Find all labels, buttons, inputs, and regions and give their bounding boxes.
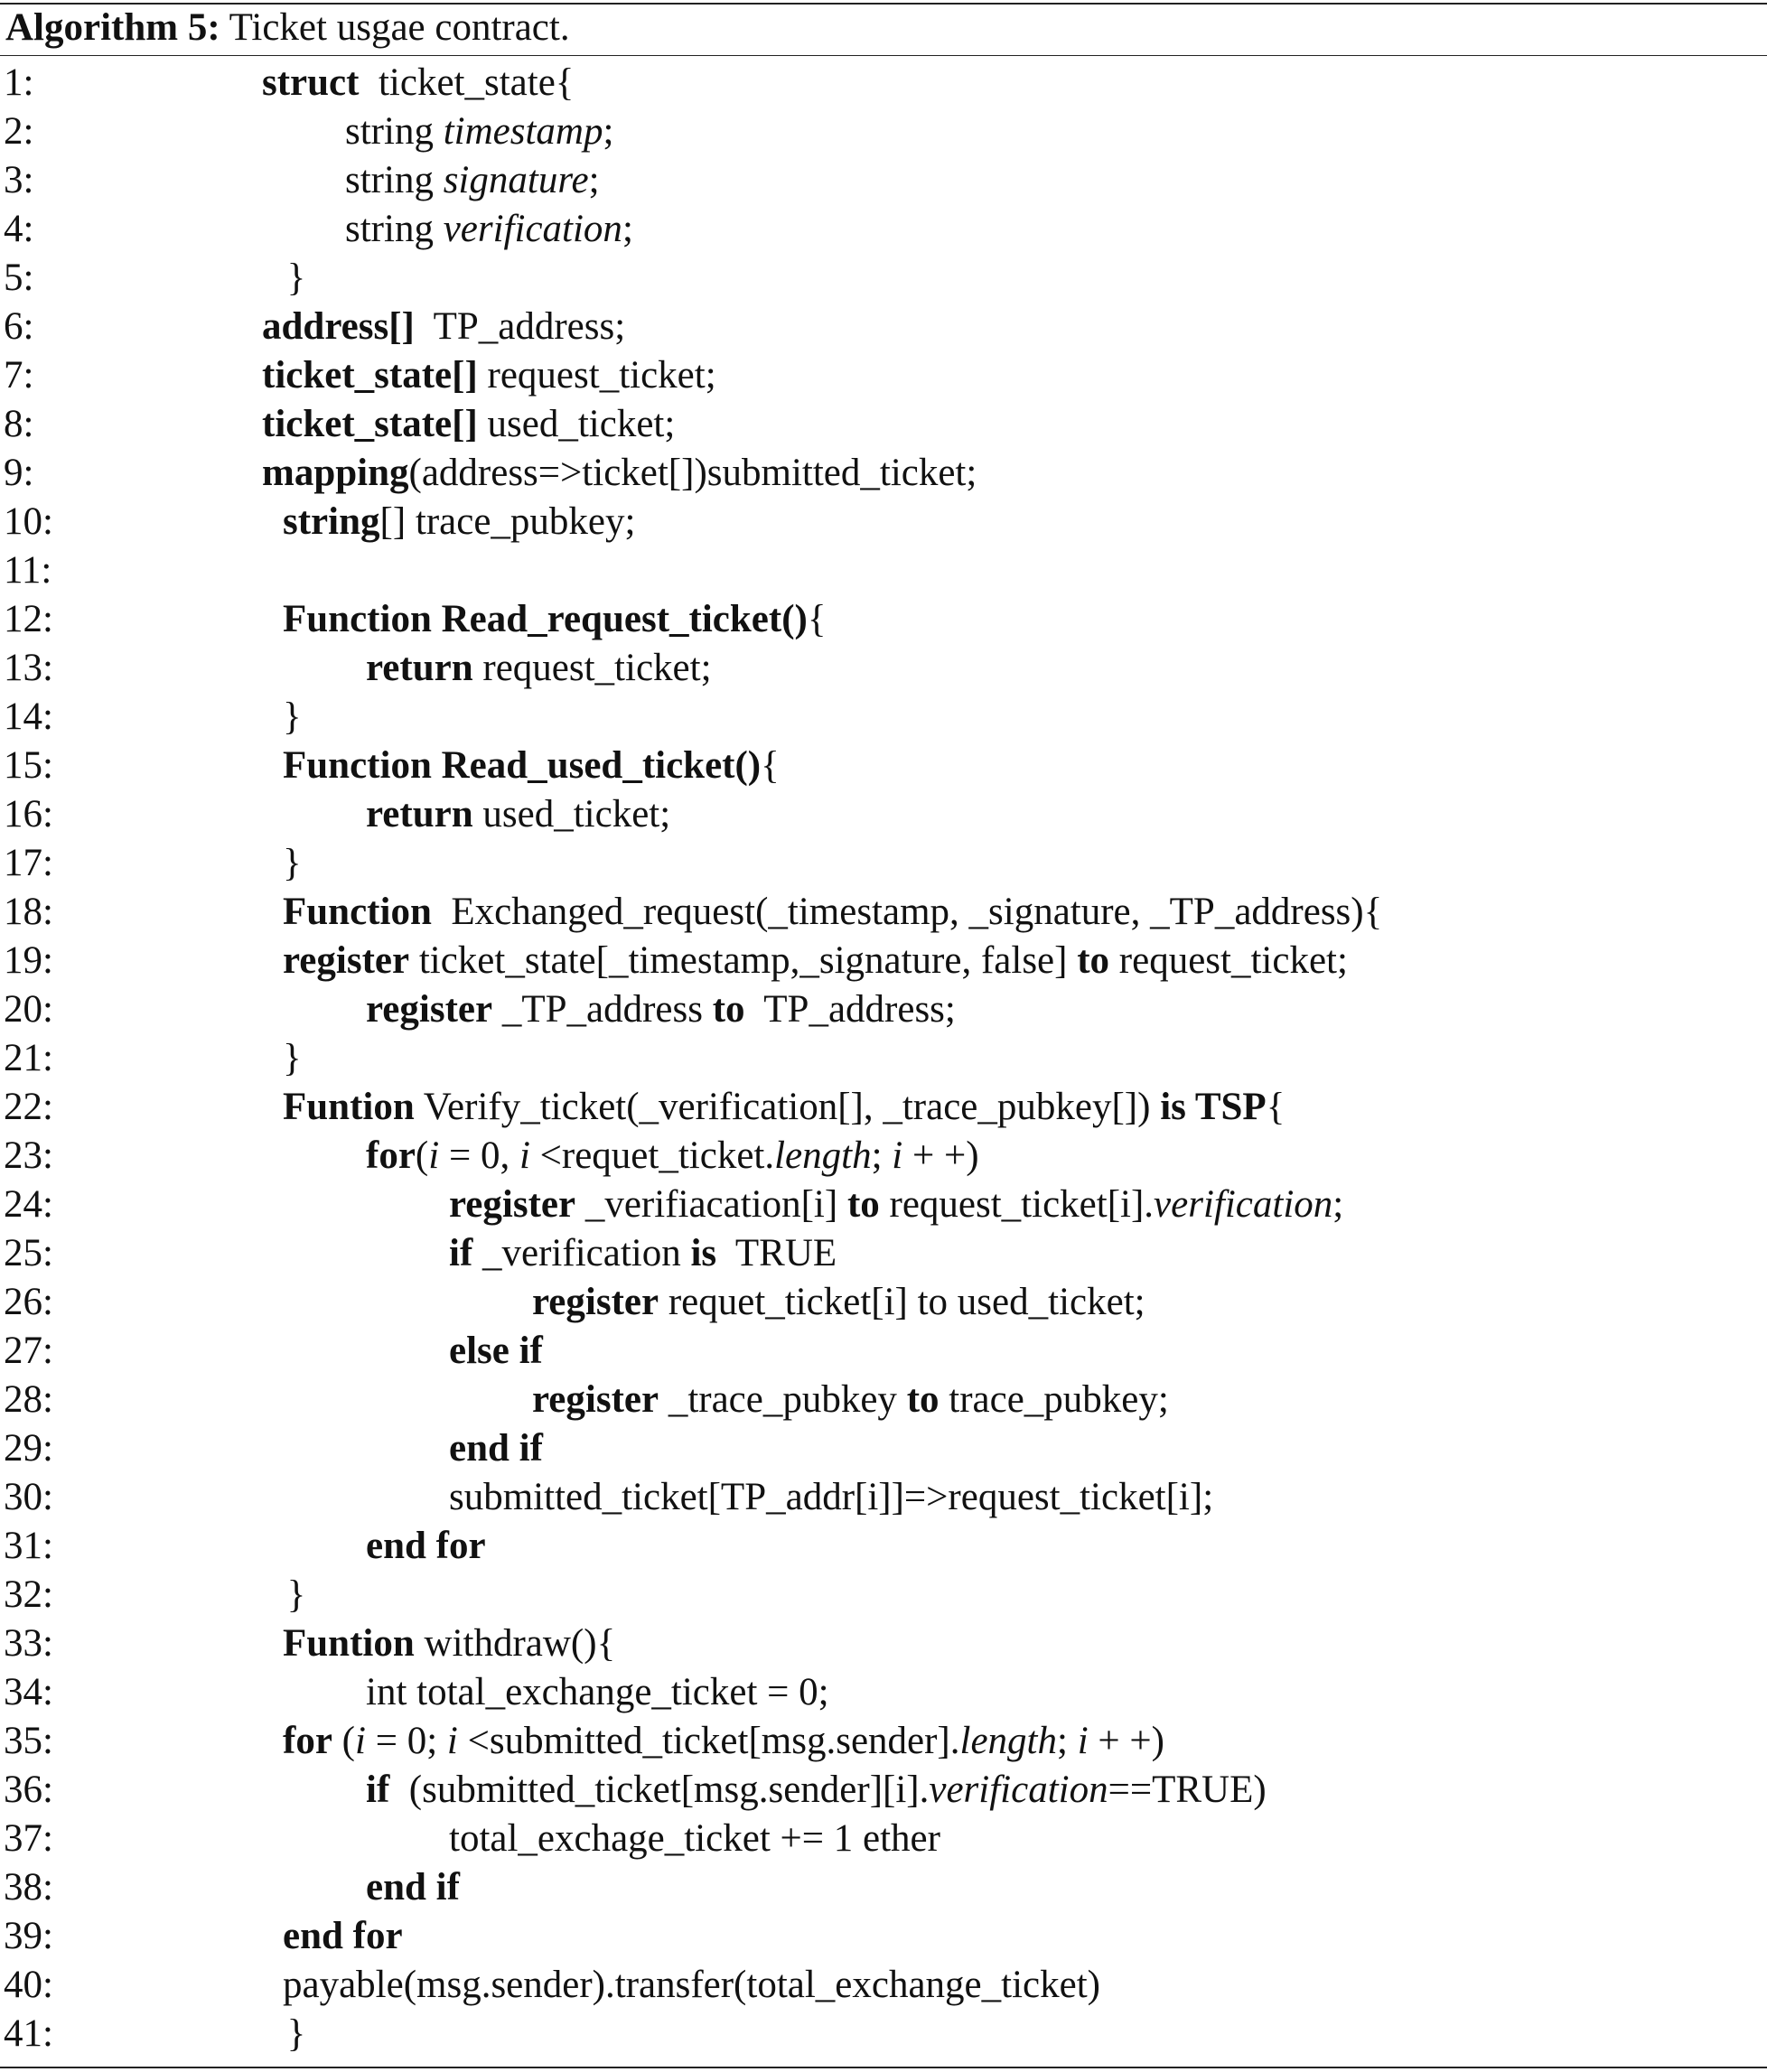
code-text: TP_address; <box>744 988 956 1031</box>
code-text: } <box>286 2012 306 2055</box>
line-number: 31: <box>4 1525 53 1567</box>
line-number: 5: <box>4 257 34 299</box>
code-text: } <box>283 1037 302 1079</box>
math-variable: i <box>892 1134 903 1177</box>
line-number: 17: <box>4 842 53 884</box>
algorithm-line <box>0 644 1767 693</box>
algorithm-line <box>0 839 1767 888</box>
code-text: [] trace_pubkey; <box>379 500 636 543</box>
math-variable: timestamp <box>443 110 603 153</box>
line-number: 9: <box>4 452 34 494</box>
keyword: to <box>846 1183 880 1226</box>
keyword: register <box>449 1183 576 1226</box>
math-variable: i <box>428 1134 440 1177</box>
line-code <box>345 205 633 254</box>
code-text: = 0, <box>439 1134 519 1177</box>
code-text: string <box>345 110 444 153</box>
algorithm-caption <box>5 4 570 52</box>
line-code <box>449 1229 837 1278</box>
line-code <box>262 303 625 351</box>
keyword: ticket_state[] <box>262 403 478 445</box>
line-code <box>283 1961 1100 2010</box>
code-text: ; <box>603 110 614 153</box>
code-text: ; <box>588 159 600 201</box>
line-code <box>283 693 302 742</box>
algorithm-line <box>0 1473 1767 1522</box>
algorithm-line <box>0 449 1767 498</box>
line-number: 41: <box>4 2012 53 2055</box>
line-code <box>262 59 574 107</box>
line-number: 40: <box>4 1964 53 2006</box>
algorithm-line <box>0 1181 1767 1229</box>
line-code <box>345 107 613 156</box>
keyword: for <box>283 1720 332 1762</box>
line-code <box>283 1619 615 1668</box>
caption-label: Algorithm 5: <box>5 6 220 49</box>
algorithm-line <box>0 1229 1767 1278</box>
code-text: } <box>283 842 302 884</box>
algorithm-line <box>0 1034 1767 1083</box>
line-number: 14: <box>4 695 53 738</box>
code-text: string <box>345 159 444 201</box>
code-text: ==TRUE) <box>1108 1769 1267 1811</box>
caption-rule <box>0 55 1767 56</box>
keyword: register <box>283 939 410 982</box>
math-variable: signature <box>443 159 589 201</box>
code-text: _verifiacation[i] <box>575 1183 847 1226</box>
line-code <box>283 1717 1164 1766</box>
keyword: address[] <box>262 305 415 348</box>
algorithm-line <box>0 546 1767 595</box>
code-text: Exchanged_request(_timestamp, _signature, _TP_address){ <box>431 891 1383 933</box>
code-text: ticket_state[_timestamp,_signature, false] <box>409 939 1078 982</box>
line-code <box>283 1912 403 1961</box>
code-text: request_ticket[i]. <box>879 1183 1155 1226</box>
keyword: to <box>712 988 745 1031</box>
keyword: end for <box>283 1915 403 1957</box>
algorithm-line <box>0 742 1767 790</box>
keyword: ticket_state[] <box>262 354 478 397</box>
code-text: { <box>807 598 827 640</box>
code-text: Verify_ticket(_verification[], _trace_pubkey[]) <box>414 1086 1161 1128</box>
code-text: submitted_ticket[TP_addr[i]]=>request_ticket[i]; <box>449 1476 1214 1518</box>
line-code <box>283 1034 302 1083</box>
line-code <box>449 1424 543 1473</box>
code-text: { <box>761 744 780 787</box>
algorithm-line <box>0 595 1767 644</box>
algorithm-line <box>0 303 1767 351</box>
line-number: 19: <box>4 939 53 982</box>
math-variable: verification <box>929 1769 1108 1811</box>
line-code <box>532 1376 1169 1424</box>
bottom-rule <box>0 2067 1767 2068</box>
line-number: 34: <box>4 1671 53 1713</box>
code-text: requet_ticket[i] to used_ticket; <box>659 1281 1145 1323</box>
algorithm-line <box>0 937 1767 985</box>
line-code <box>366 985 956 1034</box>
line-code <box>283 498 635 546</box>
keyword: register <box>532 1281 659 1323</box>
line-number: 3: <box>4 159 34 201</box>
code-text: _verification <box>472 1232 691 1274</box>
algorithm-line <box>0 790 1767 839</box>
keyword: end for <box>366 1525 486 1567</box>
line-code <box>366 1863 460 1912</box>
line-number: 28: <box>4 1378 53 1421</box>
keyword: if <box>449 1232 473 1274</box>
algorithm-line <box>0 1668 1767 1717</box>
line-code <box>366 790 670 839</box>
code-text: <submitted_ticket[msg.sender]. <box>457 1720 960 1762</box>
line-code <box>283 937 1348 985</box>
algorithm-line <box>0 693 1767 742</box>
line-code <box>449 1815 940 1863</box>
code-text: } <box>286 257 306 299</box>
line-code <box>283 742 780 790</box>
code-text: (address=>ticket[])submitted_ticket; <box>408 452 977 494</box>
keyword: Function Read_used_ticket() <box>283 744 762 787</box>
math-variable: verification <box>1154 1183 1333 1226</box>
line-number: 6: <box>4 305 34 348</box>
line-code <box>366 1668 829 1717</box>
line-number: 15: <box>4 744 53 787</box>
algorithm-line <box>0 888 1767 937</box>
line-code <box>283 595 826 644</box>
keyword: Function Read_request_ticket() <box>283 598 808 640</box>
keyword: if <box>366 1769 390 1811</box>
line-code <box>283 888 1382 937</box>
line-number: 23: <box>4 1134 53 1177</box>
code-text: request_ticket; <box>1109 939 1348 982</box>
line-code <box>449 1327 543 1376</box>
line-number: 4: <box>4 208 34 250</box>
algorithm-line <box>0 1571 1767 1619</box>
code-text: TP_address; <box>414 305 626 348</box>
line-number: 25: <box>4 1232 53 1274</box>
keyword: mapping <box>262 452 409 494</box>
algorithm-line <box>0 1766 1767 1815</box>
code-text: ( <box>332 1720 355 1762</box>
algorithm-line <box>0 1083 1767 1132</box>
math-variable: verification <box>443 208 622 250</box>
line-number: 2: <box>4 110 34 153</box>
line-code <box>283 1083 1285 1132</box>
line-code <box>366 1522 486 1571</box>
algorithm-line <box>0 1327 1767 1376</box>
line-code <box>287 1571 306 1619</box>
code-text: ; <box>1332 1183 1344 1226</box>
code-text: request_ticket; <box>472 647 712 689</box>
code-text: = 0; <box>365 1720 447 1762</box>
code-text: TRUE <box>716 1232 837 1274</box>
line-number: 37: <box>4 1817 53 1860</box>
line-number: 26: <box>4 1281 53 1323</box>
code-text: _TP_address <box>492 988 713 1031</box>
keyword: end if <box>449 1427 543 1470</box>
keyword: to <box>906 1378 940 1421</box>
algorithm-line <box>0 1132 1767 1181</box>
keyword: is <box>690 1232 717 1274</box>
algorithm-line <box>0 1278 1767 1327</box>
line-code <box>449 1181 1343 1229</box>
keyword: struct <box>262 61 360 104</box>
code-text: + +) <box>902 1134 979 1177</box>
keyword: Function <box>283 891 432 933</box>
line-number: 30: <box>4 1476 53 1518</box>
algorithm-line <box>0 498 1767 546</box>
line-number: 10: <box>4 500 53 543</box>
line-number: 38: <box>4 1866 53 1909</box>
code-text: withdraw(){ <box>414 1622 616 1665</box>
code-text: payable(msg.sender).transfer(total_exchange_ticket) <box>283 1964 1100 2006</box>
line-number: 32: <box>4 1573 53 1616</box>
code-text: + +) <box>1088 1720 1164 1762</box>
line-code <box>287 2010 306 2058</box>
code-text: ; <box>1057 1720 1078 1762</box>
code-text: request_ticket; <box>477 354 716 397</box>
code-text: string <box>345 208 444 250</box>
code-text: total_exchage_ticket += 1 ether <box>449 1817 940 1860</box>
algorithm-line <box>0 1912 1767 1961</box>
code-text: trace_pubkey; <box>939 1378 1169 1421</box>
line-code <box>262 449 977 498</box>
algorithm-line <box>0 2010 1767 2058</box>
algorithm-line <box>0 107 1767 156</box>
line-number: 7: <box>4 354 34 397</box>
keyword: Funtion <box>283 1086 415 1128</box>
code-text: ticket_state{ <box>359 61 575 104</box>
line-number: 27: <box>4 1330 53 1372</box>
code-text: <requet_ticket. <box>529 1134 775 1177</box>
algorithm-line <box>0 1619 1767 1668</box>
line-number: 36: <box>4 1769 53 1811</box>
caption-title: Ticket usgae contract. <box>229 6 570 49</box>
math-variable: i <box>446 1720 458 1762</box>
line-number: 16: <box>4 793 53 835</box>
keyword: return <box>366 793 473 835</box>
code-text: used_ticket; <box>477 403 676 445</box>
line-code <box>262 400 675 449</box>
keyword: for <box>366 1134 416 1177</box>
line-number: 11: <box>4 549 52 592</box>
line-code <box>283 839 302 888</box>
math-variable: i <box>354 1720 366 1762</box>
line-code <box>345 156 600 205</box>
line-number: 8: <box>4 403 34 445</box>
line-number: 1: <box>4 61 34 104</box>
algorithm-line <box>0 351 1767 400</box>
code-text: (submitted_ticket[msg.sender][i]. <box>389 1769 930 1811</box>
line-number: 29: <box>4 1427 53 1470</box>
keyword: string <box>283 500 380 543</box>
keyword: register <box>366 988 493 1031</box>
algorithm-line <box>0 59 1767 107</box>
line-number: 20: <box>4 988 53 1031</box>
keyword: is TSP <box>1160 1086 1267 1128</box>
line-code <box>532 1278 1145 1327</box>
algorithm-line <box>0 1376 1767 1424</box>
algorithm-line <box>0 254 1767 303</box>
code-text: int total_exchange_ticket = 0; <box>366 1671 829 1713</box>
code-text: } <box>286 1573 306 1616</box>
algorithm-line <box>0 1815 1767 1863</box>
keyword: to <box>1077 939 1110 982</box>
algorithm-line <box>0 1424 1767 1473</box>
line-number: 35: <box>4 1720 53 1762</box>
keyword: else if <box>449 1330 543 1372</box>
code-text: ; <box>622 208 633 250</box>
keyword: end if <box>366 1866 460 1909</box>
keyword: register <box>532 1378 659 1421</box>
algorithm-line <box>0 1717 1767 1766</box>
code-text: } <box>283 695 302 738</box>
line-number: 33: <box>4 1622 53 1665</box>
line-number: 13: <box>4 647 53 689</box>
line-code <box>262 351 716 400</box>
line-code <box>449 1473 1213 1522</box>
line-number: 22: <box>4 1086 53 1128</box>
math-variable: i <box>1077 1720 1089 1762</box>
algorithm-line <box>0 400 1767 449</box>
math-variable: length <box>959 1720 1057 1762</box>
line-number: 39: <box>4 1915 53 1957</box>
line-number: 21: <box>4 1037 53 1079</box>
algorithm-line <box>0 1961 1767 2010</box>
code-text: ; <box>871 1134 893 1177</box>
code-text: used_ticket; <box>472 793 671 835</box>
line-number: 12: <box>4 598 53 640</box>
line-number: 24: <box>4 1183 53 1226</box>
keyword: Funtion <box>283 1622 415 1665</box>
algorithm-line <box>0 1522 1767 1571</box>
algorithm-line <box>0 156 1767 205</box>
keyword: return <box>366 647 473 689</box>
math-variable: length <box>774 1134 872 1177</box>
code-text: ( <box>415 1134 429 1177</box>
algorithm-line <box>0 1863 1767 1912</box>
line-code <box>366 644 712 693</box>
line-code <box>366 1766 1267 1815</box>
line-number: 18: <box>4 891 53 933</box>
math-variable: i <box>519 1134 530 1177</box>
line-code <box>287 254 306 303</box>
algorithm-line <box>0 205 1767 254</box>
algorithm-line <box>0 985 1767 1034</box>
code-text: _trace_pubkey <box>659 1378 907 1421</box>
code-text: { <box>1266 1086 1286 1128</box>
line-code <box>366 1132 979 1181</box>
